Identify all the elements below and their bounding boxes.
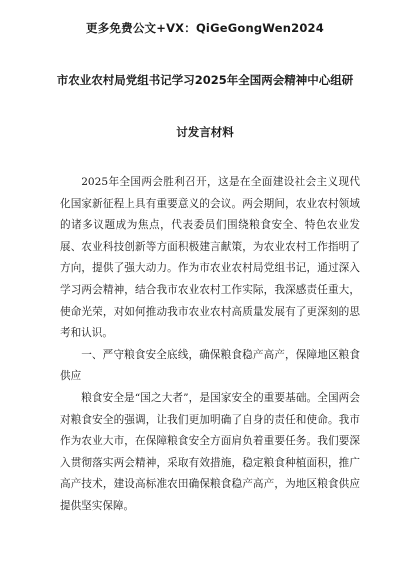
paragraph-grain-security: 粮食安全是“国之大者”，是国家安全的重要基础。全国两会对粮食安全的强调，让我们更加明确了自身的责任和使命。我市作为农业大市，在保障粮食安全方面肩负着重要任务。我们要深入贯彻落实两会精神，采取有效措施，稳定粮食种植面积，推广高产技术，建设高标准农田确保粮食稳产高产，为地区粮食供应提供坚实保障。 — [60, 391, 360, 512]
document-title-line-2: 讨发言材料 — [176, 125, 234, 139]
header-note: 更多免费公文+VX：QiGeGongWen2024 — [86, 21, 324, 35]
document-body — [60, 172, 360, 518]
document-title-line-1: 市农业农村局党组书记学习2025年全国两会精神中心组研 — [56, 73, 354, 87]
section-heading-1: 一、严守粮食安全底线，确保粮食稳产高产，保障地区粮食供应 — [60, 348, 360, 383]
paragraph-intro: 2025年全国两会胜利召开，这是在全面建设社会主义现代化国家新征程上具有重要意义的会议。两会期间，农业农村领域的诸多议题成为焦点，代表委员们围绕粮食安全、特色农业发展、农业科技创新等方面积极建言献策，为农业农村工作指明了方向，提供了强大动力。作为市农业农村局党组书记，通过深入学习两会精神，结合我市农业农村工作实际，我深感责任重大，使命光荣，对如何推动我市农业农村高质量发展有了更深刻的思考和认识。 — [60, 176, 360, 340]
